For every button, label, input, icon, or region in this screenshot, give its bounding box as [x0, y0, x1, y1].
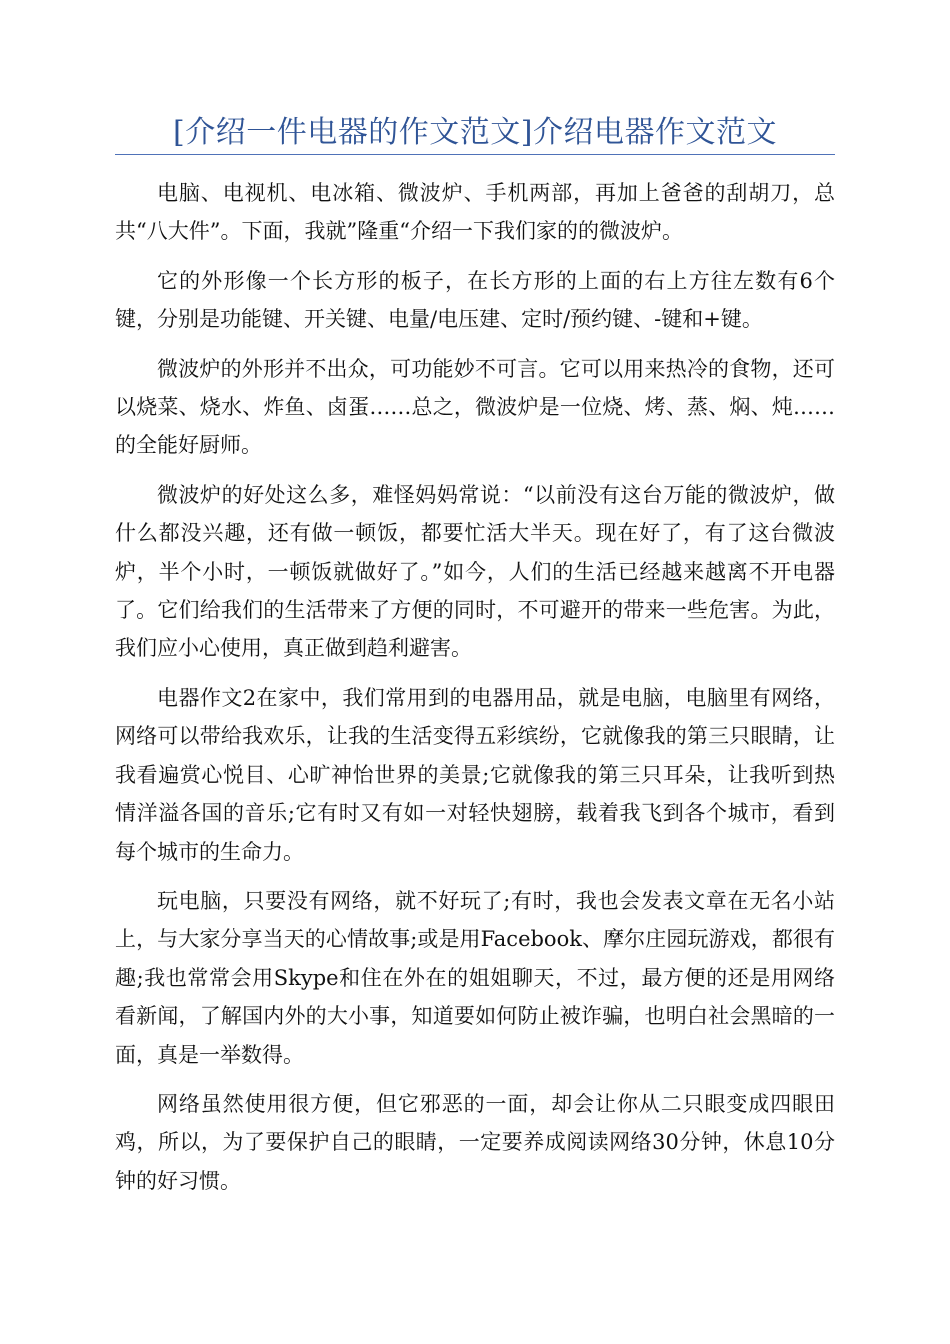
title-underline [115, 154, 835, 155]
paragraph-1: 电脑、电视机、电冰箱、微波炉、手机两部，再加上爸爸的刮胡刀，总共“八大件”。下面，我就”隆重“介绍一下我们家的的微波炉。 [115, 181, 835, 244]
paragraph-4: 微波炉的好处这么多，难怪妈妈常说：“以前没有这台万能的微波炉，做什么都没兴趣，还有做一顿饭，都要忙活大半天。现在好了，有了这台微波炉，半个小时，一顿饭就做好了。”如今，人们的生活已经越来越离不开电器了。它们给我们的生活带来了方便的同时，不可避开的带来一些危害。为此，我们应小心使用，真正做到趋利避害。 [115, 482, 835, 661]
paragraph-3: 微波炉的外形并不出众，可功能妙不可言。它可以用来热冷的食物，还可以烧菜、烧水、炸鱼、卤蛋……总之，微波炉是一位烧、烤、蒸、焖、炖……的全能好厨师。 [115, 356, 835, 458]
paragraph-6: 玩电脑，只要没有网络，就不好玩了;有时，我也会发表文章在无名小站上，与大家分享当天的心情故事;或是用Facebook、摩尔庄园玩游戏，都很有趣;我也常常会用Skype和住在外在的姐姐聊天，不过，最方便的还是用网络看新闻，了解国内外的大小事，知道要如何防止被诈骗，也明白社会黑暗的一面，真是一举数得。 [115, 888, 835, 1067]
paragraph-7: 网络虽然使用很方便，但它邪恶的一面，却会让你从二只眼变成四眼田鸡，所以，为了要保护自己的眼睛，一定要养成阅读网络30分钟，休息10分钟的好习惯。 [115, 1091, 835, 1193]
paragraph-2: 它的外形像一个长方形的板子，在长方形的上面的右上方往左数有6个键，分别是功能键、开关键、电量/电压建、定时/预约键、-键和+键。 [115, 268, 835, 332]
document-body [115, 174, 835, 1211]
paragraph-5: 电器作文2在家中，我们常用到的电器用品，就是电脑，电脑里有网络，网络可以带给我欢乐，让我的生活变得五彩缤纷，它就像我的第三只眼睛，让我看遍赏心悦目、心旷神怡世界的美景;它就像我的第三只耳朵，让我听到热情洋溢各国的音乐;它有时又有如一对轻快翅膀，载着我飞到各个城市，看到每个城市的生命力。 [115, 685, 835, 864]
document-title: [介绍一件电器的作文范文]介绍电器作文范文 [173, 115, 777, 150]
